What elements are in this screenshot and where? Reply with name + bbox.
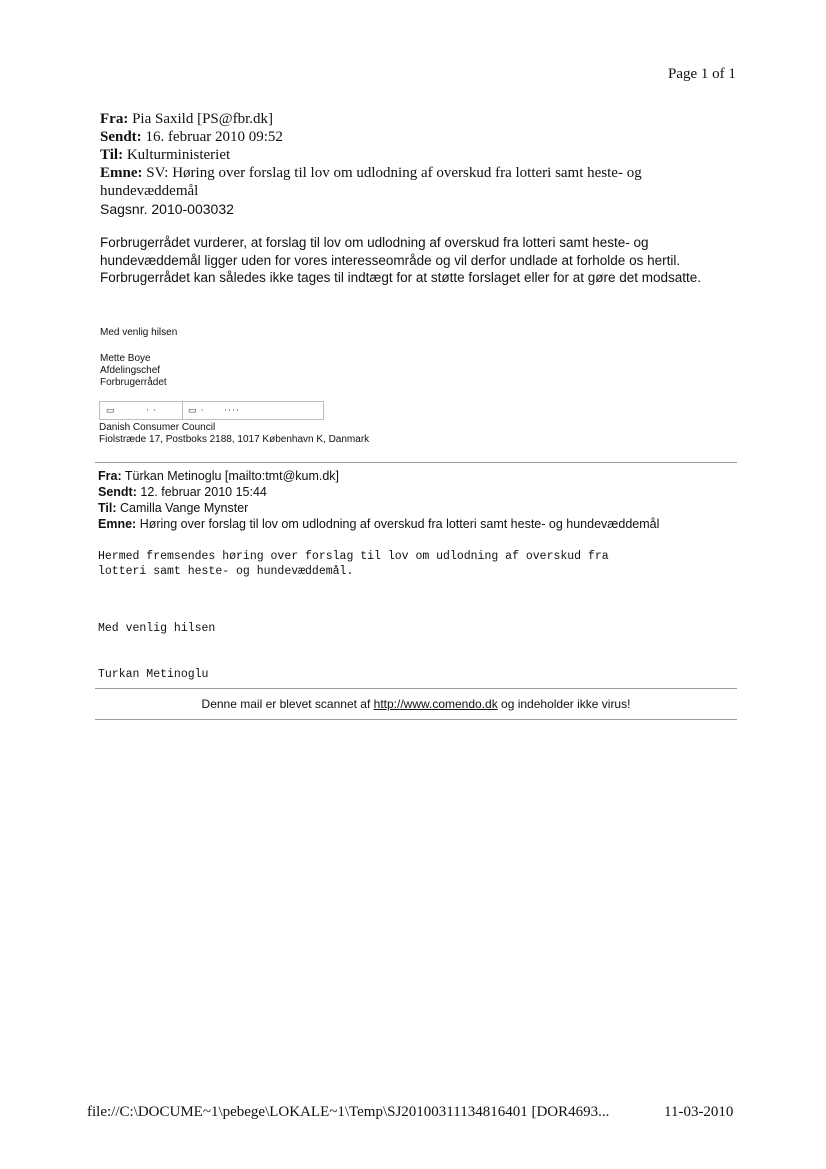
email1-subject-value: SV: Høring over forslag til lov om udlodning af overskud fra lotteri samt heste- og hundevæddemål [100, 165, 642, 199]
council-info [99, 422, 369, 446]
email1-body: Forbrugerrådet vurderer, at forslag til lov om udlodning af overskud fra lotteri samt heste- og hundevæddemål ligger uden for vores interesseområde og vil derfor undlade at forholde os hertil. Forbrugerrådet kan således ikke tages til indtægt for at støtte forslaget eller for at gøre det modsatte. [100, 235, 702, 285]
email1-to-label: Til: [100, 147, 124, 163]
email2-to-label: Til: [98, 501, 117, 515]
comendo-link[interactable]: http://www.comendo.dk [373, 697, 498, 711]
email2-sent-line [98, 484, 738, 500]
email1-subject-line [100, 164, 740, 200]
email1-signature [100, 353, 167, 389]
email2-from-value: Türkan Metinoglu [mailto:tmt@kum.dk] [124, 469, 340, 483]
email2-to-line [98, 500, 738, 516]
virus-scan-notice [95, 697, 737, 711]
signature-title: Afdelingschef [100, 365, 161, 376]
email1-sent-line [100, 128, 740, 146]
email2-from-line [98, 468, 738, 484]
email1-sent-label: Sendt: [100, 129, 142, 145]
email2-signature: Turkan Metinoglu [98, 668, 209, 681]
email1-header [100, 110, 740, 218]
signature-organization: Forbrugerrådet [100, 377, 167, 388]
email1-from-value: Pia Saxild [PS@fbr.dk] [132, 111, 273, 127]
email1-to-value: Kulturministeriet [126, 147, 231, 163]
broken-image-icon-2: ▭ · [188, 405, 205, 415]
logo-dots-icon: · · [146, 405, 158, 415]
email2-header [98, 468, 738, 532]
council-address: Fiolstræde 17, Postboks 2188, 1017 København K, Danmark [99, 434, 370, 445]
signature-name: Mette Boye [100, 353, 151, 364]
email1-subject-label: Emne: [100, 165, 143, 181]
email2-to-value: Camilla Vange Mynster [120, 501, 249, 515]
footer-file-path: file://C:\DOCUME~1\pebege\LOKALE~1\Temp\SJ20100311134816401 [DOR4693... [87, 1104, 610, 1120]
email1-to-line [100, 146, 740, 164]
email2-sent-label: Sendt: [98, 485, 137, 499]
separator-line-2 [95, 688, 737, 689]
email2-from-label: Fra: [98, 469, 122, 483]
logo-dots-icon-2: ···· [224, 405, 240, 415]
separator-line-3 [95, 719, 737, 720]
scan-notice-suffix: og indeholder ikke virus! [497, 697, 631, 711]
email1-from-label: Fra: [100, 111, 129, 127]
email1-from-line [100, 110, 740, 128]
separator-line [95, 462, 737, 463]
email1-regards: Med venlig hilsen [100, 327, 178, 338]
email2-subject-label: Emne: [98, 517, 137, 531]
logo-cell-left [100, 402, 183, 419]
email1-sent-value: 16. februar 2010 09:52 [145, 129, 283, 145]
email2-body: Hermed fremsendes høring over forslag til lov om udlodning af overskud fra lotteri samt heste- og hundevæddemål. [98, 550, 609, 578]
footer-date: 11-03-2010 [664, 1104, 734, 1120]
email2-sent-value: 12. februar 2010 15:44 [140, 485, 267, 499]
email2-subject-value: Høring over forslag til lov om udlodning af overskud fra lotteri samt heste- og hundevæddemål [139, 517, 660, 531]
scan-notice-prefix: Denne mail er blevet scannet af [201, 697, 374, 711]
email2-regards: Med venlig hilsen [98, 622, 216, 635]
council-name: Danish Consumer Council [99, 422, 216, 433]
page-number: Page 1 of 1 [668, 66, 736, 82]
broken-image-icon: ▭ [106, 405, 116, 415]
signature-logo-placeholder [99, 401, 324, 420]
email1-case-number: Sagsnr. 2010-003032 [100, 201, 234, 217]
email2-subject-line [98, 516, 738, 532]
